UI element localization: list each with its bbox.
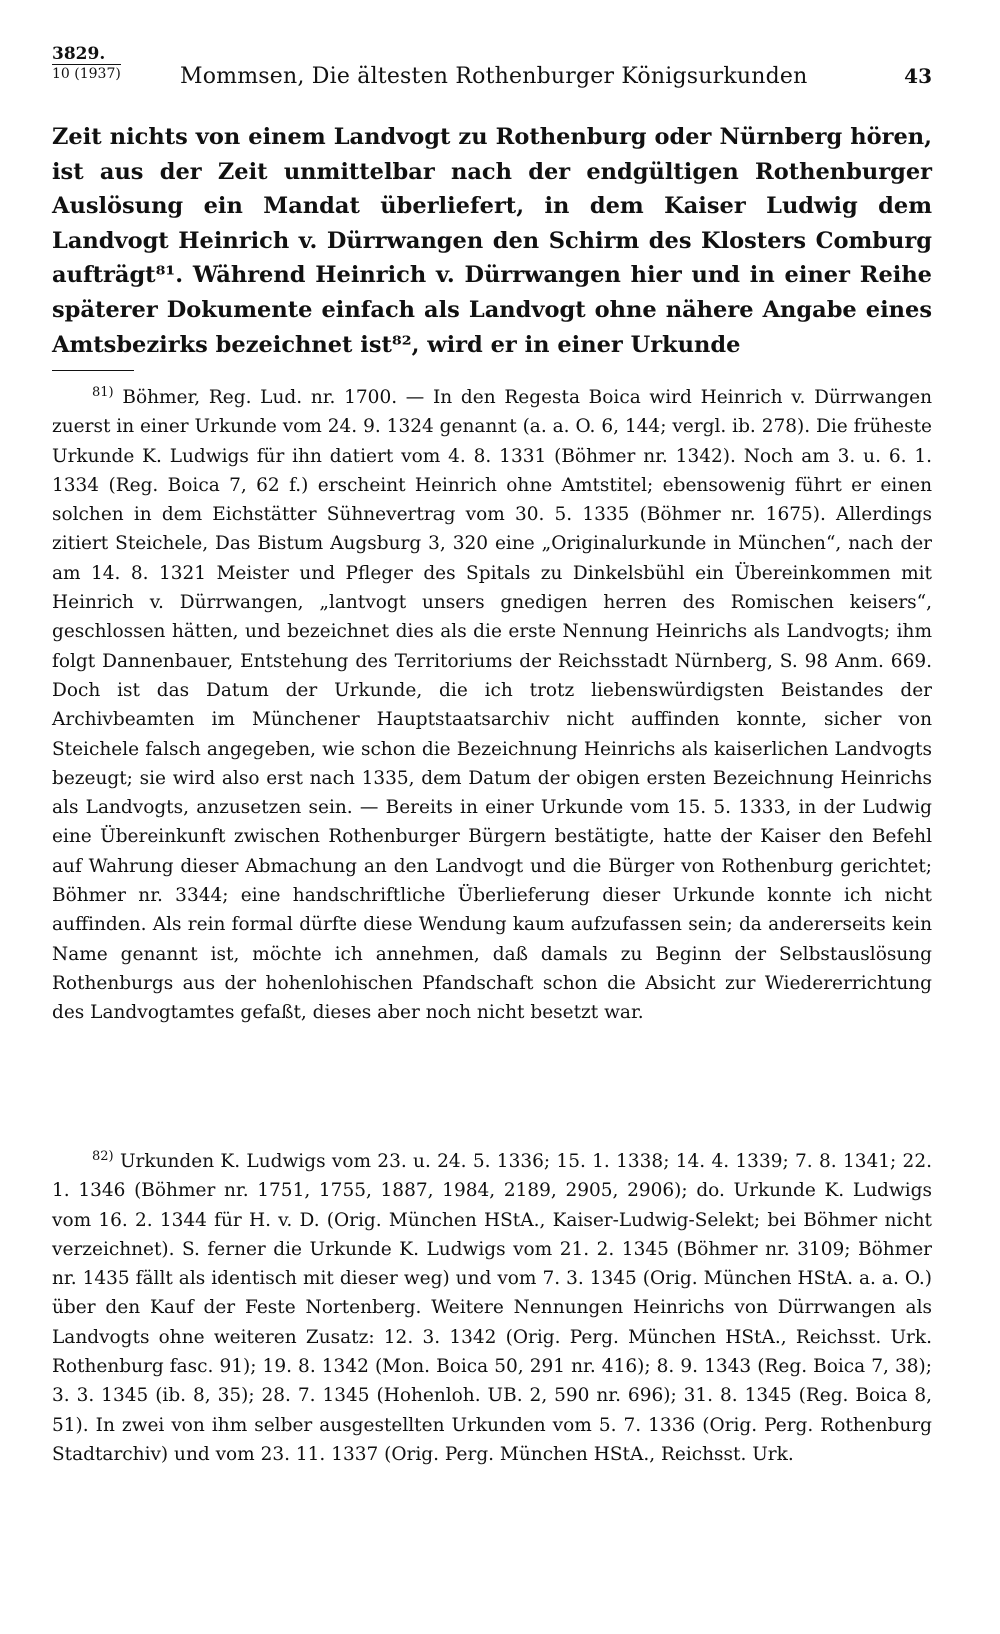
main-paragraph: Zeit nichts von einem Landvogt zu Rothenburg oder Nürnberg hören, ist aus der Zeit unmittelbar nach der endgültigen Rothenburger Auslösung ein Mandat überliefert, in dem Kaiser Ludwig dem Landvogt Heinrich v. Dürrwangen den Schirm des Klosters Comburg aufträgt⁸¹. Während Heinrich v. Dürrwangen hier und in einer Reihe späterer Dokumente einfach als Landvogt ohne nähere Angabe eines Amtsbezirks bezeichnet ist⁸², wird er in einer Urkunde (52, 124, 932, 358)
running-title: Mommsen, Die ältesten Rothenburger Königsurkunden (180, 64, 808, 89)
footnote-marker: 82) (92, 1148, 114, 1164)
footnote-separator (52, 370, 134, 371)
footnote-text: Urkunden K. Ludwigs vom 23. u. 24. 5. 1336; 15. 1. 1338; 14. 4. 1339; 7. 8. 1341; 22. 1. 1346 (Böhmer nr. 1751, 1755, 1887, 1984, 2189, 2905, 2906); do. Urkunde K. Ludwigs vom 16. 2. 1344 für H. v. D. (Orig. München HStA., Kaiser-Ludwig-Selekt; bei Böhmer nicht verzeichnet). S. ferner die Urkunde K. Ludwigs vom 21. 2. 1345 (Böhmer nr. 3109; Böhmer nr. 1435 fällt als identisch mit dieser weg) und vom 7. 3. 1345 (Orig. München HStA. a. a. O.) über den Kauf der Feste Nortenberg. Weitere Nennungen Heinrichs von Dürrwangen als Landvogts ohne weiteren Zusatz: 12. 3. 1342 (Orig. Perg. München HStA., Reichsst. Urk. Rothenburg fasc. 91); 19. 8. 1342 (Mon. Boica 50, 291 nr. 416); 8. 9. 1343 (Reg. Boica 7, 38); 3. 3. 1345 (ib. 8, 35); 28. 7. 1345 (Hohenloh. UB. 2, 590 nr. 696); 31. 8. 1345 (Reg. Boica 8, 51). In zwei von ihm selber ausgestellten Urkunden vom 5. 7. 1336 (Orig. Perg. Rothenburg Stadtarchiv) und vom 23. 11. 1337 (Orig. Perg. München HStA., Reichsst. Urk. (52, 1151, 932, 1465)
page-header (52, 44, 932, 104)
footnote-marker: 81) (92, 384, 114, 400)
footnote-paragraph (52, 383, 932, 1028)
footnote-paragraph (52, 1147, 932, 1469)
footnote-81 (52, 383, 932, 1028)
signature-mark (52, 44, 121, 83)
volume-year: 10 (1937) (52, 66, 121, 82)
footnote-text: Böhmer, Reg. Lud. nr. 1700. — In den Regesta Boica wird Heinrich v. Dürrwangen zuerst in einer Urkunde vom 24. 9. 1324 genannt (a. a. O. 6, 144; vergl. ib. 278). Die früheste Urkunde K. Ludwigs für ihn datiert vom 4. 8. 1331 (Böhmer nr. 1342). Noch am 3. u. 6. 1. 1334 (Reg. Boica 7, 62 f.) erscheint Heinrich ohne Amtstitel; ebensowenig führt er einen solchen in dem Eichstätter Sühnevertrag vom 30. 5. 1335 (Böhmer nr. 1675). Allerdings zitiert Steichele, Das Bistum Augsburg 3, 320 eine „Originalurkunde in München“, nach der am 14. 8. 1321 Meister und Pfleger des Spitals zu Dinkelsbühl ein Übereinkommen mit Heinrich v. Dürrwangen, „lantvogt unsers gnedigen herren des Romischen keisers“, geschlossen hätten, und bezeichnet dies als die erste Nennung Heinrichs als Landvogts; ihm folgt Dannenbauer, Entstehung des Territoriums der Reichsstadt Nürnberg, S. 98 Anm. 669. Doch ist das Datum der Urkunde, die ich trotz liebenswürdigsten Beistandes der Archivbeamten im Münchener Hauptstaatsarchiv nicht auffinden konnte, sicher von Steichele falsch angegeben, wie schon die Bezeichnung Heinrichs als kaiserlichen Landvogts bezeugt; sie wird also erst nach 1335, dem Datum der obigen ersten Bezeichnung Heinrichs als Landvogts, anzusetzen sein. — Bereits in einer Urkunde vom 15. 5. 1333, in der Ludwig eine Übereinkunft zwischen Rothenburger Bürgern bestätigte, hatte der Kaiser den Befehl auf Wahrung dieser Abmachung an den Landvogt und die Bürger von Rothenburg gerichtet; Böhmer nr. 3344; eine handschriftliche Überlieferung dieser Urkunde konnte ich nicht auffinden. Als rein formal dürfte diese Wendung kaum aufzufassen sein; da andererseits kein Name genannt ist, möchte ich annehmen, daß damals zu Beginn der Selbstauslösung Rothenburgs aus der hohenlohischen Pfandschaft schon die Absicht zur Wiedererrichtung des Landvogtamtes gefaßt, dieses aber noch nicht besetzt war. (52, 387, 932, 1024)
signature-number: 3829. (52, 44, 106, 64)
footnote-82 (52, 1147, 932, 1469)
page-number: 43 (904, 64, 932, 88)
main-text (52, 120, 932, 362)
